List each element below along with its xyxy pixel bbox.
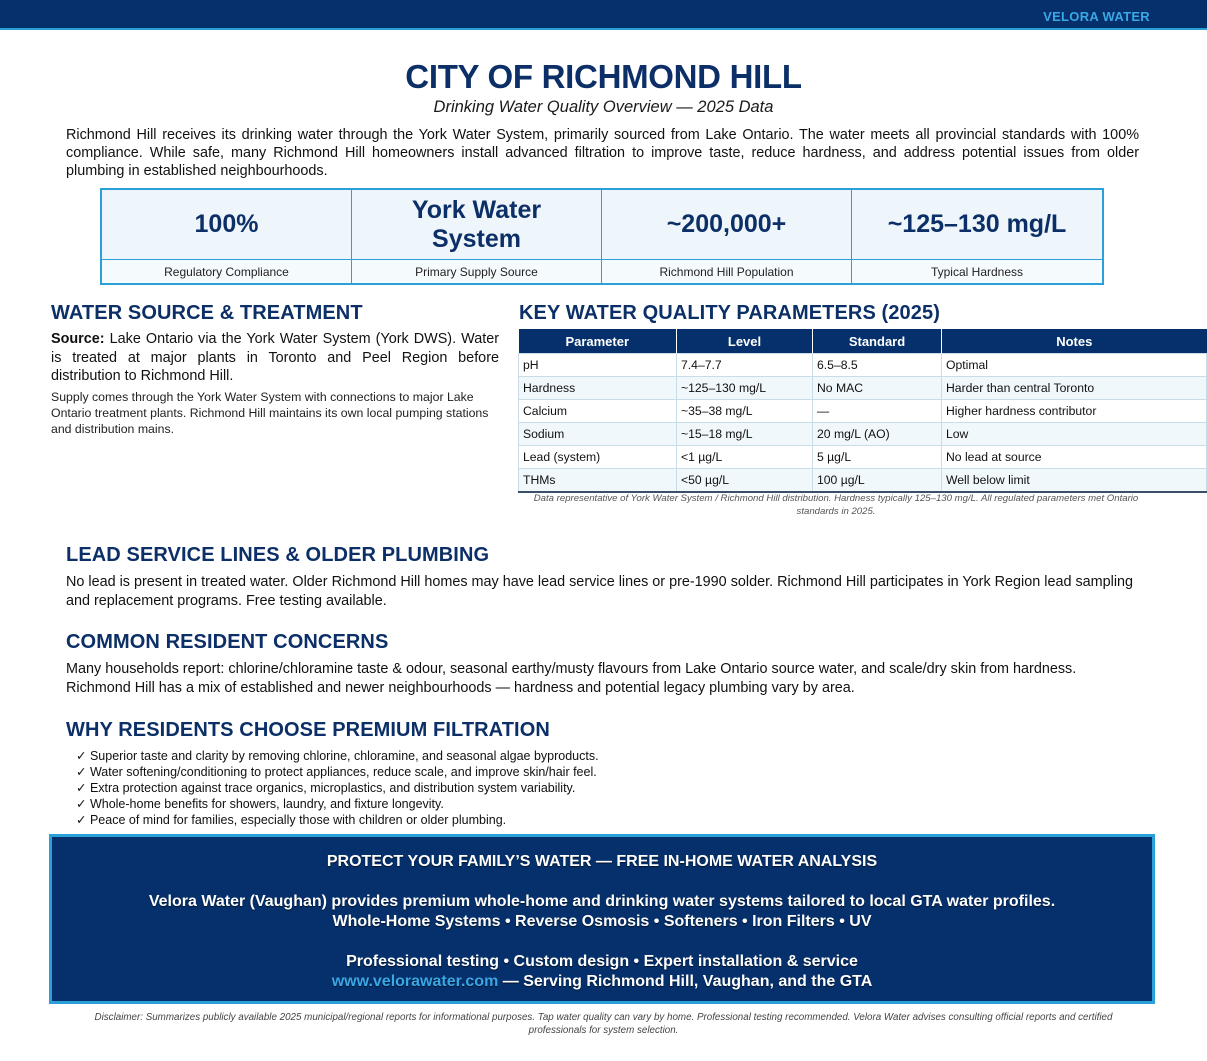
cta-website-line: [52, 973, 1152, 991]
table-cell: <50 µg/L: [677, 469, 813, 493]
page-title: CITY OF RICHMOND HILL: [405, 58, 802, 95]
page-subtitle: Drinking Water Quality Overview — 2025 Data: [433, 98, 774, 116]
table-cell: No MAC: [813, 377, 942, 400]
cta-line-3: Professional testing • Custom design • Expert installation & service: [346, 953, 858, 970]
stat-value-hardness: ~125–130 mg/L: [852, 190, 1102, 260]
table-row: [519, 469, 1207, 493]
list-item: ✓ Water softening/conditioning to protect appliances, reduce scale, and improve skin/hair feel.: [76, 765, 597, 779]
table-cell: 5 µg/L: [813, 446, 942, 469]
table-cell: Harder than central Toronto: [942, 377, 1207, 400]
concerns-heading: COMMON RESIDENT CONCERNS: [66, 631, 389, 653]
table-cell: —: [813, 400, 942, 423]
stat-value-population: ~200,000+: [602, 190, 852, 260]
top-bar: [0, 0, 1207, 30]
list-item: ✓ Extra protection against trace organics, microplastics, and distribution system variability.: [76, 781, 576, 795]
table-cell: ~15–18 mg/L: [677, 423, 813, 446]
benefits-list: [76, 748, 599, 828]
source-heading: WATER SOURCE & TREATMENT: [51, 302, 363, 324]
parameters-table: [518, 329, 1207, 493]
table-cell: Optimal: [942, 354, 1207, 377]
lead-heading: LEAD SERVICE LINES & OLDER PLUMBING: [66, 544, 490, 566]
table-header-row: [519, 329, 1207, 354]
table-cell: ~35–38 mg/L: [677, 400, 813, 423]
stat-label-compliance: Regulatory Compliance: [102, 260, 352, 283]
table-row: [519, 423, 1207, 446]
source-text: Lake Ontario via the York Water System (York DWS). Water is treated at major plants in Toronto and Peel Region before distribution to Richmond Hill.: [51, 331, 499, 384]
table-cell: 100 µg/L: [813, 469, 942, 493]
source-note: Supply comes through the York Water System with connections to major Lake Ontario treatment plants. Richmond Hill maintains its own local pumping stations and distribution mains.: [51, 390, 489, 436]
table-footnote: Data representative of York Water System / Richmond Hill distribution. Hardness typically 125–130 mg/L. All regulated parameters met Ontario standards in 2025.: [533, 493, 1139, 517]
cta-banner: [49, 834, 1155, 1004]
cta-line-2: Whole-Home Systems • Reverse Osmosis • Softeners • Iron Filters • UV: [332, 913, 872, 930]
table-cell: 7.4–7.7: [677, 354, 813, 377]
website-link[interactable]: www.velorawater.com: [331, 973, 499, 990]
lead-paragraph: No lead is present in treated water. Older Richmond Hill homes may have lead service lines or pre-1990 solder. Richmond Hill participates in York Region lead sampling and replacement programs. Free testing available.: [66, 574, 1134, 609]
list-item: ✓ Superior taste and clarity by removing chlorine, chloramine, and seasonal algae byproducts.: [76, 749, 599, 763]
list-item: ✓ Peace of mind for families, especially those with children or older plumbing.: [76, 813, 507, 827]
column-header: Notes: [942, 329, 1207, 354]
table-row: [519, 446, 1207, 469]
table-row: [519, 354, 1207, 377]
stat-label-supply: Primary Supply Source: [352, 260, 602, 283]
disclaimer: Disclaimer: Summarizes publicly available 2025 municipal/regional reports for informational purposes. Tap water quality can vary by home. Professional testing recommended. Velora Water advises consulting official reports and certified professionals for system selection.: [94, 1012, 1113, 1036]
table-cell: Lead (system): [519, 446, 677, 469]
stat-label-hardness: Typical Hardness: [852, 260, 1102, 283]
table-cell: ~125–130 mg/L: [677, 377, 813, 400]
table-cell: Higher hardness contributor: [942, 400, 1207, 423]
column-header: Parameter: [519, 329, 677, 354]
table-cell: pH: [519, 354, 677, 377]
filtration-heading: WHY RESIDENTS CHOOSE PREMIUM FILTRATION: [66, 719, 550, 741]
table-cell: Sodium: [519, 423, 677, 446]
table-cell: Hardness: [519, 377, 677, 400]
table-row: [519, 400, 1207, 423]
table-cell: <1 µg/L: [677, 446, 813, 469]
intro-paragraph: Richmond Hill receives its drinking water through the York Water System, primarily sourced from Lake Ontario. The water meets all provincial standards with 100% compliance. While safe, many Richmond Hill homeowners install advanced filtration to improve taste, reduce hardness, and address potential issues from older plumbing in established neighbourhoods.: [66, 127, 1139, 179]
brand-name: VELORA WATER: [1043, 9, 1150, 24]
table-cell: Calcium: [519, 400, 677, 423]
table-row: [519, 377, 1207, 400]
list-item: ✓ Whole-home benefits for showers, laundry, and fixture longevity.: [76, 797, 444, 811]
cta-line-1: Velora Water (Vaughan) provides premium whole-home and drinking water systems tailored to local GTA water profiles.: [148, 893, 1056, 910]
table-cell: No lead at source: [942, 446, 1207, 469]
column-header: Level: [677, 329, 813, 354]
table-cell: 20 mg/L (AO): [813, 423, 942, 446]
stats-panel: [100, 188, 1104, 285]
table-cell: Low: [942, 423, 1207, 446]
concerns-paragraph: Many households report: chlorine/chloramine taste & odour, seasonal earthy/musty flavours from Lake Ontario source water, and scale/dry skin from hardness. Richmond Hill has a mix of established and newer neighbourhoods — hardness and potential legacy plumbing vary by area.: [66, 661, 1077, 696]
stat-value-supply: York Water System: [352, 190, 602, 260]
parameters-heading: KEY WATER QUALITY PARAMETERS (2025): [519, 302, 940, 324]
table-cell: Well below limit: [942, 469, 1207, 493]
table-cell: THMs: [519, 469, 677, 493]
cta-headline: PROTECT YOUR FAMILY’S WATER — FREE IN-HOME WATER ANALYSIS: [326, 853, 878, 870]
source-lead: Source:: [51, 331, 105, 347]
column-header: Standard: [813, 329, 942, 354]
stat-label-population: Richmond Hill Population: [602, 260, 852, 283]
table-cell: 6.5–8.5: [813, 354, 942, 377]
stat-value-compliance: 100%: [102, 190, 352, 260]
cta-url-suffix: — Serving Richmond Hill, Vaughan, and the GTA: [498, 973, 873, 990]
source-paragraph: [51, 330, 499, 386]
